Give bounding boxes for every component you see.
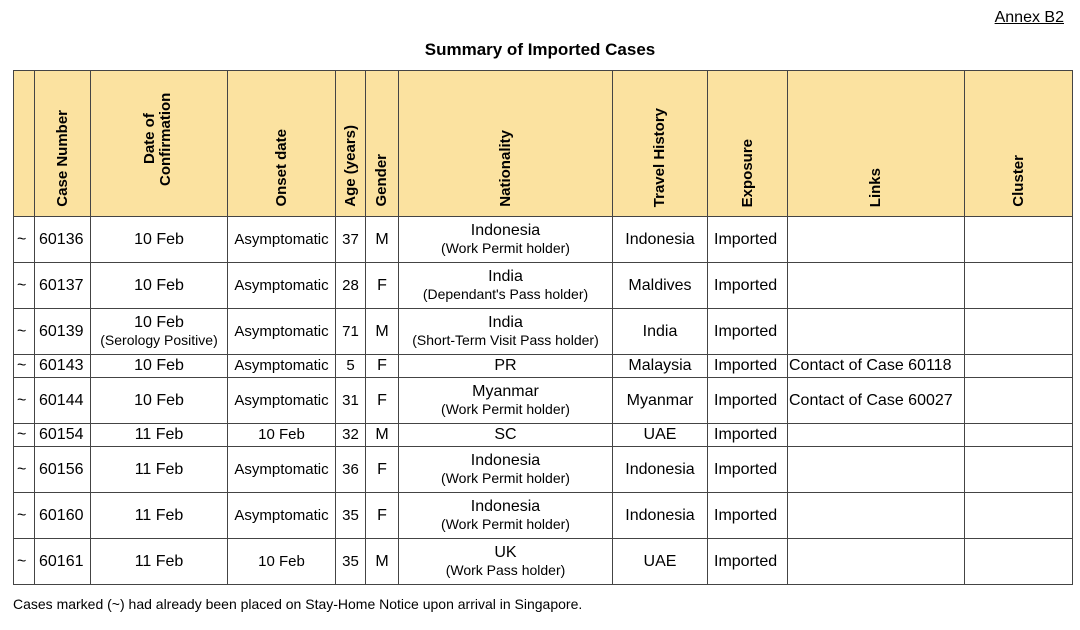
nationality: India (Short-Term Visit Pass holder) [399, 309, 613, 355]
cluster [965, 263, 1073, 309]
date-of-confirmation: 11 Feb [91, 493, 228, 539]
case-number: 60137 [35, 263, 91, 309]
date-of-confirmation: 10 Feb (Serology Positive) [91, 309, 228, 355]
header-travel-history [613, 71, 708, 217]
onset-date: Asymptomatic [228, 447, 336, 493]
annex-label: Annex B2 [994, 9, 1064, 26]
header-label: Age (years) [341, 125, 359, 207]
onset-date: Asymptomatic [228, 263, 336, 309]
case-number: 60144 [35, 378, 91, 424]
travel-history: UAE [613, 424, 708, 447]
gender: F [366, 378, 399, 424]
cluster [965, 309, 1073, 355]
nationality: Indonesia (Work Permit holder) [399, 447, 613, 493]
links [788, 217, 965, 263]
onset-date: Asymptomatic [228, 493, 336, 539]
age: 36 [336, 447, 366, 493]
table-row [14, 447, 1073, 493]
table-row [14, 493, 1073, 539]
shn-marker: ~ [14, 493, 35, 539]
page-title: Summary of Imported Cases [424, 40, 656, 59]
shn-marker: ~ [14, 378, 35, 424]
nationality: UK (Work Pass holder) [399, 539, 613, 585]
case-number: 60154 [35, 424, 91, 447]
age: 31 [336, 378, 366, 424]
onset-date: 10 Feb [228, 424, 336, 447]
cluster [965, 355, 1073, 378]
nationality: India (Dependant's Pass holder) [399, 263, 613, 309]
header-exposure [708, 71, 788, 217]
header-label: Gender [373, 154, 390, 207]
cluster [965, 378, 1073, 424]
gender: M [366, 217, 399, 263]
shn-marker: ~ [14, 539, 35, 585]
table-row [14, 309, 1073, 355]
travel-history: India [613, 309, 708, 355]
exposure: Imported [708, 355, 788, 378]
date-of-confirmation: 10 Feb [91, 217, 228, 263]
gender: F [366, 263, 399, 309]
imported-cases-table [13, 70, 1073, 585]
header-gender [366, 71, 399, 217]
case-number: 60156 [35, 447, 91, 493]
date-of-confirmation: 11 Feb [91, 424, 228, 447]
header-date-of-confirmation [91, 71, 228, 217]
links [788, 263, 965, 309]
header-case-number [35, 71, 91, 217]
header-cluster [965, 71, 1073, 217]
date-of-confirmation: 10 Feb [91, 378, 228, 424]
case-number: 60160 [35, 493, 91, 539]
header-label: Nationality [496, 130, 514, 207]
header-label: Travel History [651, 107, 668, 207]
onset-date: Asymptomatic [228, 309, 336, 355]
age: 35 [336, 493, 366, 539]
gender: M [366, 309, 399, 355]
age: 32 [336, 424, 366, 447]
travel-history: Indonesia [613, 493, 708, 539]
shn-marker: ~ [14, 217, 35, 263]
shn-marker: ~ [14, 447, 35, 493]
cluster [965, 539, 1073, 585]
header-marker [14, 71, 35, 217]
cluster [965, 447, 1073, 493]
travel-history: Indonesia [613, 217, 708, 263]
cluster [965, 217, 1073, 263]
travel-history: Myanmar [613, 378, 708, 424]
links [788, 493, 965, 539]
nationality: Indonesia (Work Permit holder) [399, 217, 613, 263]
header-label: Exposure [738, 138, 756, 207]
shn-marker: ~ [14, 424, 35, 447]
cluster [965, 493, 1073, 539]
shn-marker: ~ [14, 309, 35, 355]
travel-history: Malaysia [613, 355, 708, 378]
links [788, 447, 965, 493]
exposure: Imported [708, 493, 788, 539]
links: Contact of Case 60027 [788, 378, 965, 424]
onset-date: Asymptomatic [228, 378, 336, 424]
shn-marker: ~ [14, 263, 35, 309]
case-number: 60139 [35, 309, 91, 355]
table-row [14, 217, 1073, 263]
nationality: SC [399, 424, 613, 447]
table-row [14, 539, 1073, 585]
header-links [788, 71, 965, 217]
gender: F [366, 355, 399, 378]
travel-history: Indonesia [613, 447, 708, 493]
age: 28 [336, 263, 366, 309]
date-of-confirmation: 10 Feb [91, 355, 228, 378]
age: 37 [336, 217, 366, 263]
links: Contact of Case 60118 [788, 355, 965, 378]
age: 71 [336, 309, 366, 355]
gender: M [366, 539, 399, 585]
gender: F [366, 447, 399, 493]
nationality: Indonesia (Work Permit holder) [399, 493, 613, 539]
header-label: Cluster [1009, 155, 1027, 207]
header-label: Case Number [53, 110, 71, 207]
exposure: Imported [708, 217, 788, 263]
travel-history: UAE [613, 539, 708, 585]
table-row [14, 263, 1073, 309]
header-onset-date [228, 71, 336, 217]
footnote: Cases marked (~) had already been placed on Stay-Home Notice upon arrival in Singapore. [13, 596, 583, 612]
exposure: Imported [708, 309, 788, 355]
age: 5 [336, 355, 366, 378]
exposure: Imported [708, 539, 788, 585]
table-row [14, 355, 1073, 378]
nationality: PR [399, 355, 613, 378]
header-age [336, 71, 366, 217]
exposure: Imported [708, 447, 788, 493]
header-nationality [399, 71, 613, 217]
table-row [14, 424, 1073, 447]
header-row [14, 71, 1073, 217]
date-of-confirmation: 11 Feb [91, 447, 228, 493]
links [788, 424, 965, 447]
header-label: Date of Confirmation [141, 92, 174, 186]
onset-date: Asymptomatic [228, 355, 336, 378]
onset-date: 10 Feb [228, 539, 336, 585]
age: 35 [336, 539, 366, 585]
header-label: Onset date [272, 129, 290, 207]
table-row [14, 378, 1073, 424]
cluster [965, 424, 1073, 447]
date-of-confirmation: 11 Feb [91, 539, 228, 585]
shn-marker: ~ [14, 355, 35, 378]
nationality: Myanmar (Work Permit holder) [399, 378, 613, 424]
gender: M [366, 424, 399, 447]
exposure: Imported [708, 378, 788, 424]
exposure: Imported [708, 263, 788, 309]
onset-date: Asymptomatic [228, 217, 336, 263]
links [788, 309, 965, 355]
case-number: 60143 [35, 355, 91, 378]
travel-history: Maldives [613, 263, 708, 309]
exposure: Imported [708, 424, 788, 447]
date-of-confirmation: 10 Feb [91, 263, 228, 309]
gender: F [366, 493, 399, 539]
case-number: 60161 [35, 539, 91, 585]
links [788, 539, 965, 585]
case-number: 60136 [35, 217, 91, 263]
header-label: Links [867, 167, 884, 207]
